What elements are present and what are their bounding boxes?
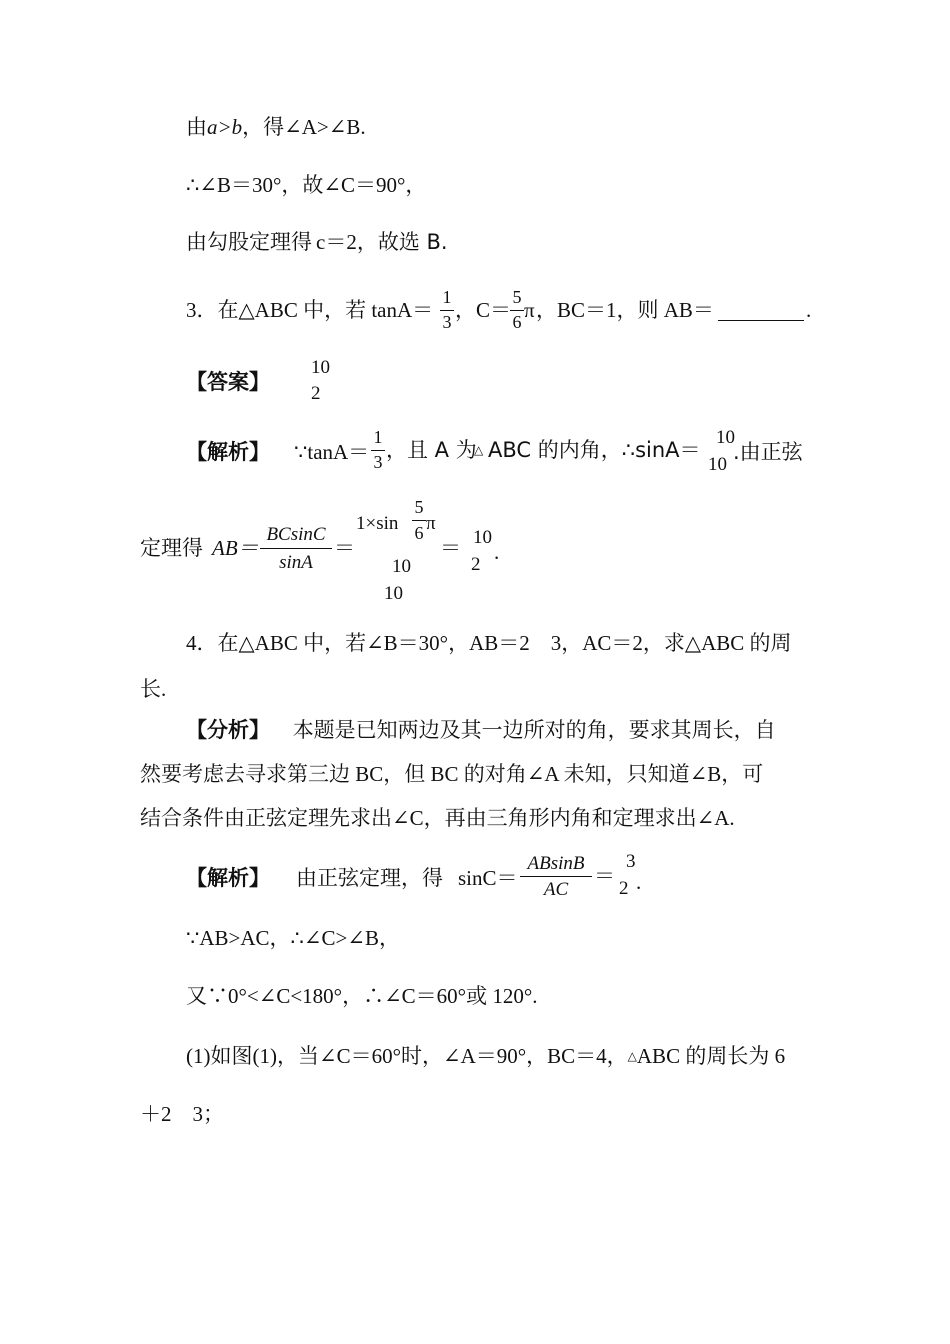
text-line: 由a>b，得∠A>∠B. [186,115,366,139]
fraction-bar [260,548,332,549]
answer-value-bottom: 2 [311,383,321,404]
fraction-numerator: ABsinB [527,853,585,874]
fraction-numerator: 1 [442,287,452,307]
text: ＝ [334,536,355,560]
text-line: 又∵0°<∠C<180°，∴∠C＝60°或 120°. [186,984,538,1008]
math-expr: a>b [207,115,243,139]
text: AB＝ [212,536,259,560]
fraction-bar [371,450,385,451]
text: π [426,513,436,534]
answer-value-top: 10 [311,357,330,378]
text: ＝ [594,864,615,888]
text: . [806,298,812,322]
text: ∵tanA＝ [294,440,370,464]
analysis-label: 【分析】 [186,718,270,742]
text: sinC＝ [458,866,518,890]
value-bottom: 2 [619,878,629,899]
text: π [524,298,535,322]
text-line: 结合条件由正弦定理先求出∠C，再由三角形内角和定理求出∠A. [140,806,735,830]
solution-label: 【解析】 [186,866,270,890]
value-top: 3 [626,851,636,872]
fraction-bar [440,310,454,311]
fraction-denominator: 3 [373,452,383,472]
fraction-denominator: 3 [442,312,452,332]
question-4-line2: 长. [140,677,167,701]
text: 定理得 [140,536,203,560]
compound-numerator: 1×sin [356,513,399,534]
text-line: ∴∠B＝30°，故∠C＝90°， [186,173,427,197]
text: .由正弦 [733,440,803,464]
text: ，且 A 为 [386,438,477,462]
triangle-symbol: △ [627,1049,637,1063]
text: . [636,870,642,894]
analysis-label: 【解析】 [186,440,270,464]
triangle-symbol: △ [474,443,484,457]
text-line: ∵AB>AC，∴∠C>∠B， [186,926,400,950]
text-line: (1)如图(1)，当∠C＝60°时，∠A＝90°，BC＝4，△ABC 的周长为 6 [186,1044,786,1068]
answer-blank [718,320,804,321]
question-4-line1: 4．在△ABC 中，若∠B＝30°，AB＝2 3，AC＝2，求△ABC 的周 [186,631,792,655]
value-bottom: 10 [708,454,727,475]
fraction-denominator: sinA [279,552,313,573]
text: 由正弦定理，得 [296,866,443,890]
text: ，C＝ [455,298,512,322]
text: ＝ [440,536,461,560]
fraction-denominator: 6 [414,523,424,543]
text-line: ＋2 3； [140,1102,224,1126]
fraction-numerator: 5 [512,287,522,307]
compound-denominator-bottom: 10 [384,583,403,604]
fraction-numerator: 1 [373,427,383,447]
value-bottom: 2 [471,554,481,575]
text: ，BC＝1，则 AB＝ [536,298,714,322]
fraction-denominator: AC [543,879,569,900]
text: ABC 的内角，∴sinA＝ [488,438,701,462]
fraction-numerator: BCsinC [266,524,326,545]
analysis-paragraph: 【分析】 本题是已知两边及其一边所对的角，要求其周长，自 [186,718,776,742]
fraction-numerator: 5 [414,497,424,517]
answer-label: 【答案】 [186,370,270,394]
fraction-bar [412,520,426,521]
text-line: 然要考虑去寻求第三边 BC，但 BC 的对角∠A 未知，只知道∠B，可 [140,762,764,786]
value-top: 10 [473,527,492,548]
question-3-prefix: 3．在△ABC 中，若 tanA＝ [186,298,434,322]
fraction-bar [510,310,524,311]
compound-denominator-top: 10 [392,556,411,577]
fraction-denominator: 6 [512,312,522,332]
text: . [494,540,500,564]
value-top: 10 [716,427,735,448]
fraction-bar [520,876,592,877]
text-line: 由勾股定理得 c＝2，故选 B. [186,230,448,254]
